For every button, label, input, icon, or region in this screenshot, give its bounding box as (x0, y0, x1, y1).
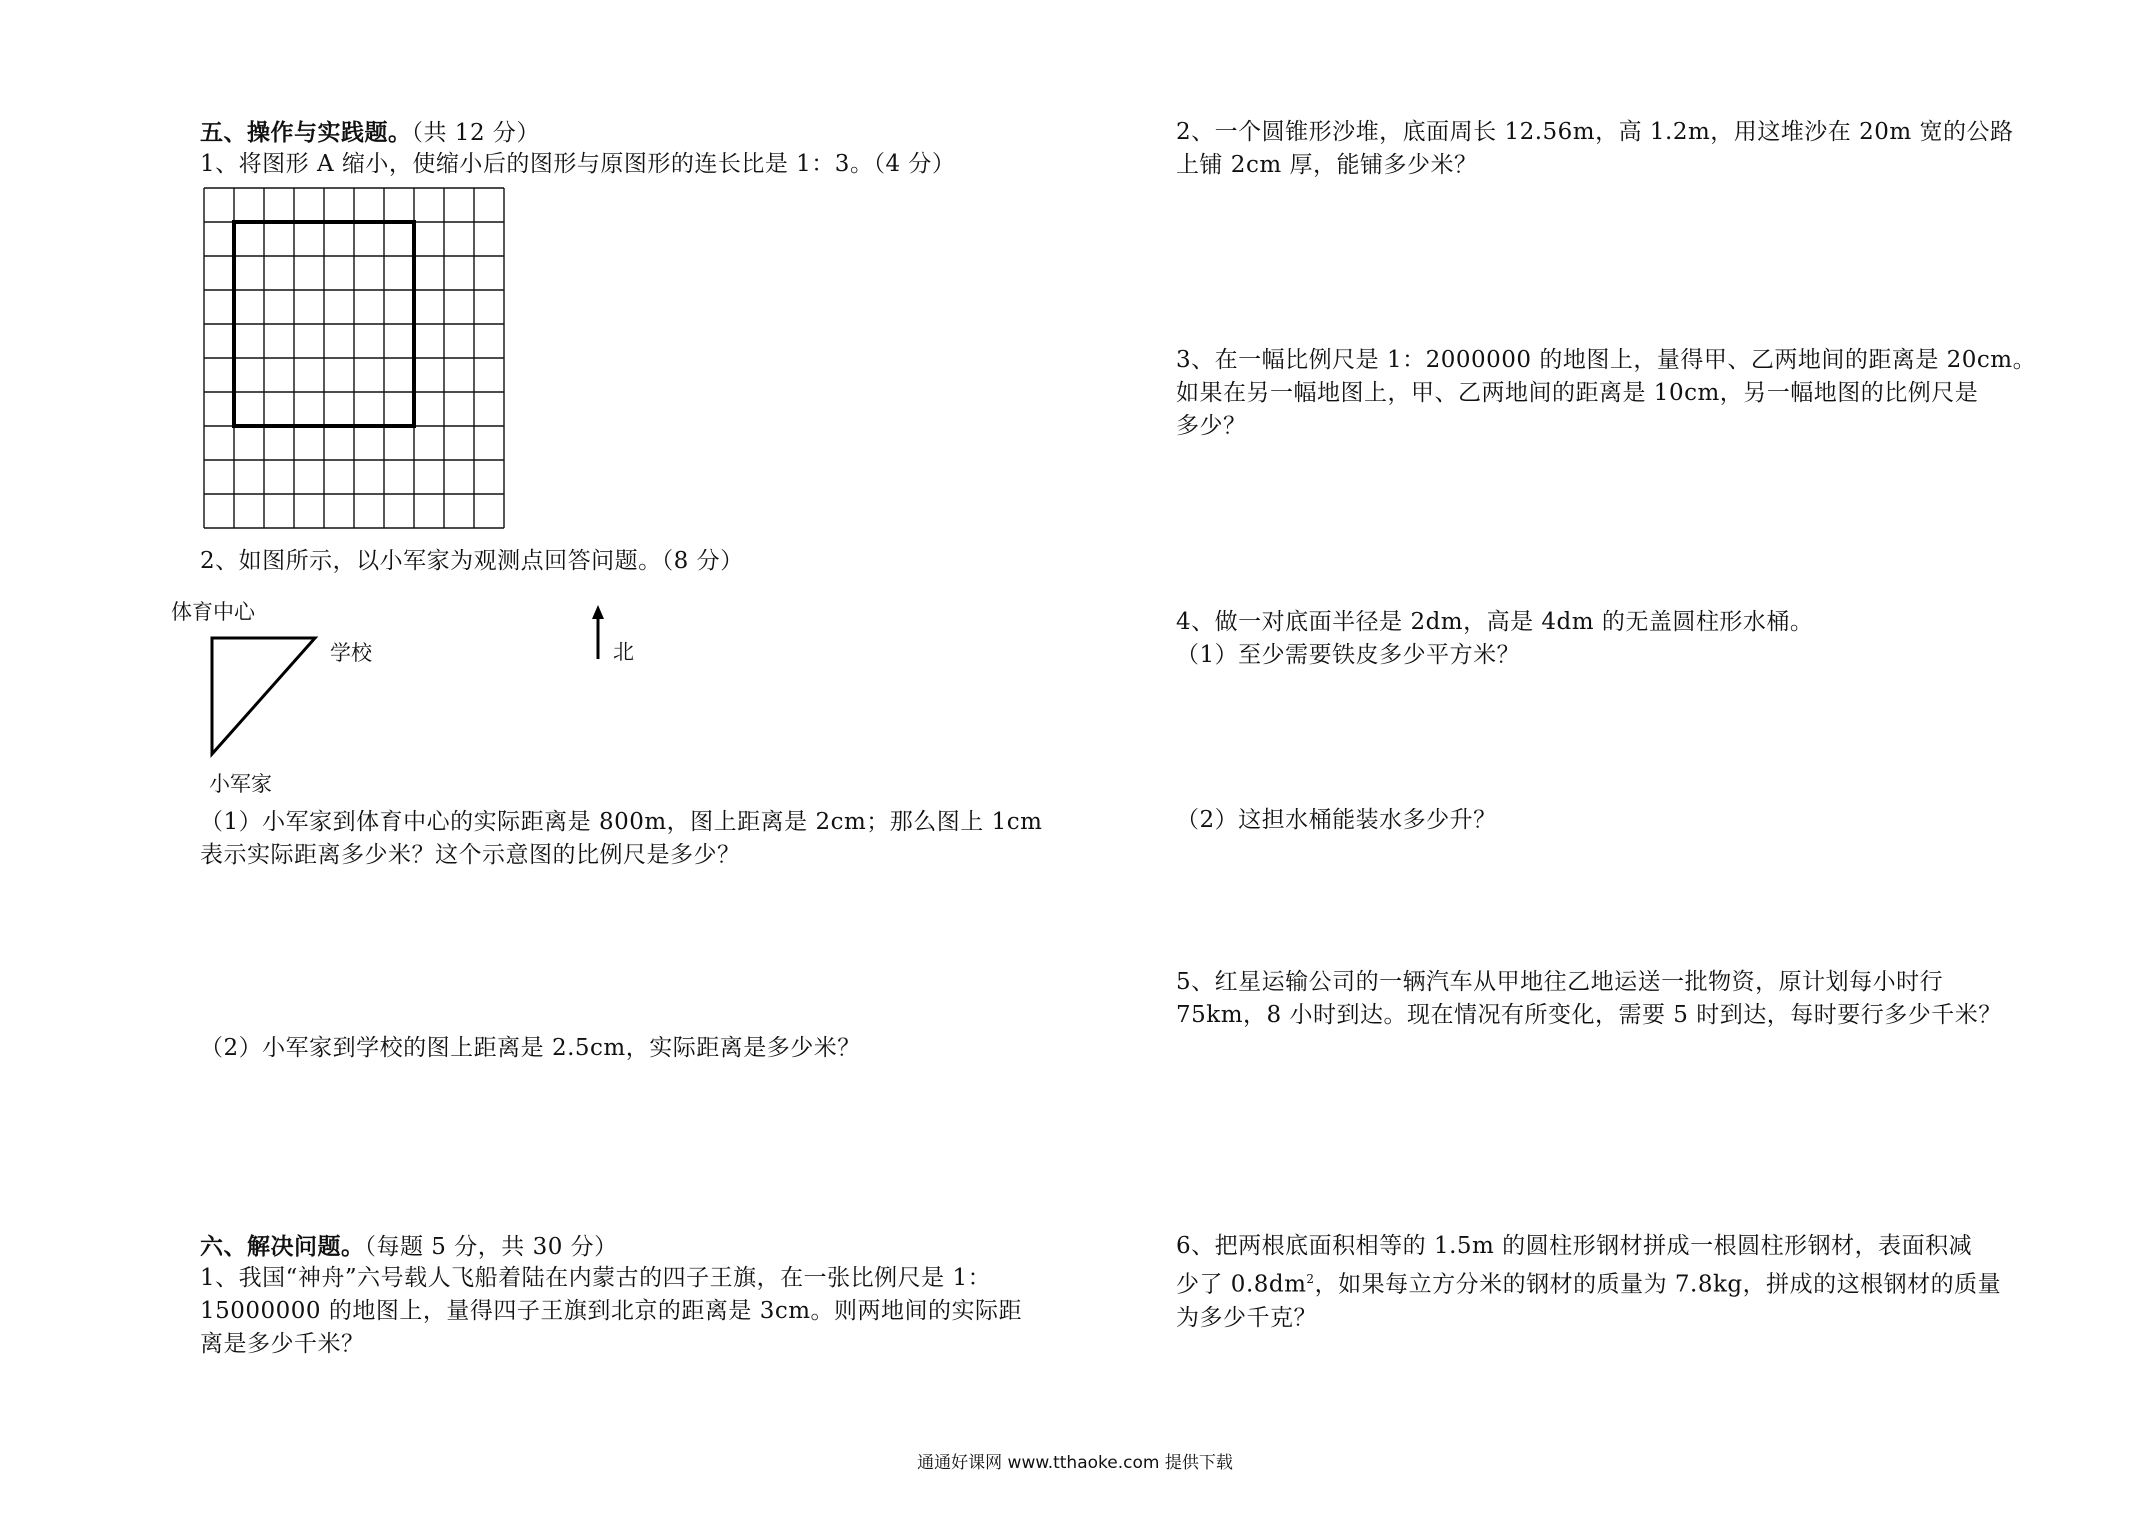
label-north: 北 (613, 640, 634, 664)
problem-6-1: 1、我国“神舟”六号载人飞船着陆在内蒙古的四子王旗，在一张比例尺是 1： 15000000 的地图上，量得四子王旗到北京的距离是 3cm。则两地间的实际距 离是多少千米？ (200, 1265, 1023, 1357)
problem-6-4-sub1: （1）至少需要铁皮多少平方米？ (1176, 642, 1521, 668)
section-5-note: （共 12 分） (411, 120, 540, 146)
question-5-2: 2、如图所示，以小军家为观测点回答问题。（8 分） (200, 548, 744, 574)
question-5-2-sub2: （2）小军家到学校的图上距离是 2.5cm，实际距离是多少米？ (200, 1035, 861, 1061)
map-triangle (200, 630, 330, 760)
question-5-1: 1、将图形 A 缩小，使缩小后的图形与原图形的连长比是 1：3。（4 分） (200, 151, 956, 177)
section-5-heading (200, 116, 540, 150)
question-5-2-sub1: （1）小军家到体育中心的实际距离是 800m，图上距离是 2cm；那么图上 1cm 表示实际距离多少米？这个示意图的比例尺是多少？ (200, 809, 1043, 868)
footer-source: 通通好课网 www.tthaoke.com 提供下载 (917, 1453, 1233, 1473)
label-school: 学校 (330, 641, 372, 665)
shape-a-grid (204, 188, 506, 528)
section-5-title: 五、操作与实践题。 (200, 119, 412, 146)
problem-6-4: 4、做一对底面半径是 2dm，高是 4dm 的无盖圆柱形水桶。 （1）至少需要铁皮多少平方米？ (1176, 606, 1813, 672)
north-arrow-icon (588, 605, 612, 661)
label-home: 小军家 (209, 772, 272, 796)
problem-6-4-sub2: （2）这担水桶能装水多少升？ (1176, 807, 1497, 833)
section-6-note: （每题 5 分，共 30 分） (364, 1234, 618, 1260)
section-6-title: 六、解决问题。 (200, 1233, 365, 1260)
section-6-heading (200, 1230, 618, 1264)
problem-6-5: 5、红星运输公司的一辆汽车从甲地往乙地运送一批物资，原计划每小时行 75km，8 小时到达。现在情况有所变化，需要 5 时到达，每时要行多少千米？ (1176, 969, 2002, 1028)
problem-6-2: 2、一个圆锥形沙堆，底面周长 12.56m，高 1.2m，用这堆沙在 20m 宽的公路 上铺 2cm 厚，能铺多少米？ (1176, 119, 2014, 178)
problem-6-6: 6、把两根底面积相等的 1.5m 的圆柱形钢材拼成一根圆柱形钢材，表面积减 少了 $0.8dm^2$，如果每立方分米的钢材的质量为 7.8kg，拼成的这根钢材的质量 为多少千克？ (1176, 1233, 2002, 1331)
problem-6-3: 3、在一幅比例尺是 1：2000000 的地图上，量得甲、乙两地间的距离是 20cm。 如果在另一幅地图上，甲、乙两地间的距离是 10cm，另一幅地图的比例尺是 多少？ (1176, 347, 2037, 439)
grid-lines (204, 188, 504, 528)
label-sports-center: 体育中心 (171, 600, 255, 624)
